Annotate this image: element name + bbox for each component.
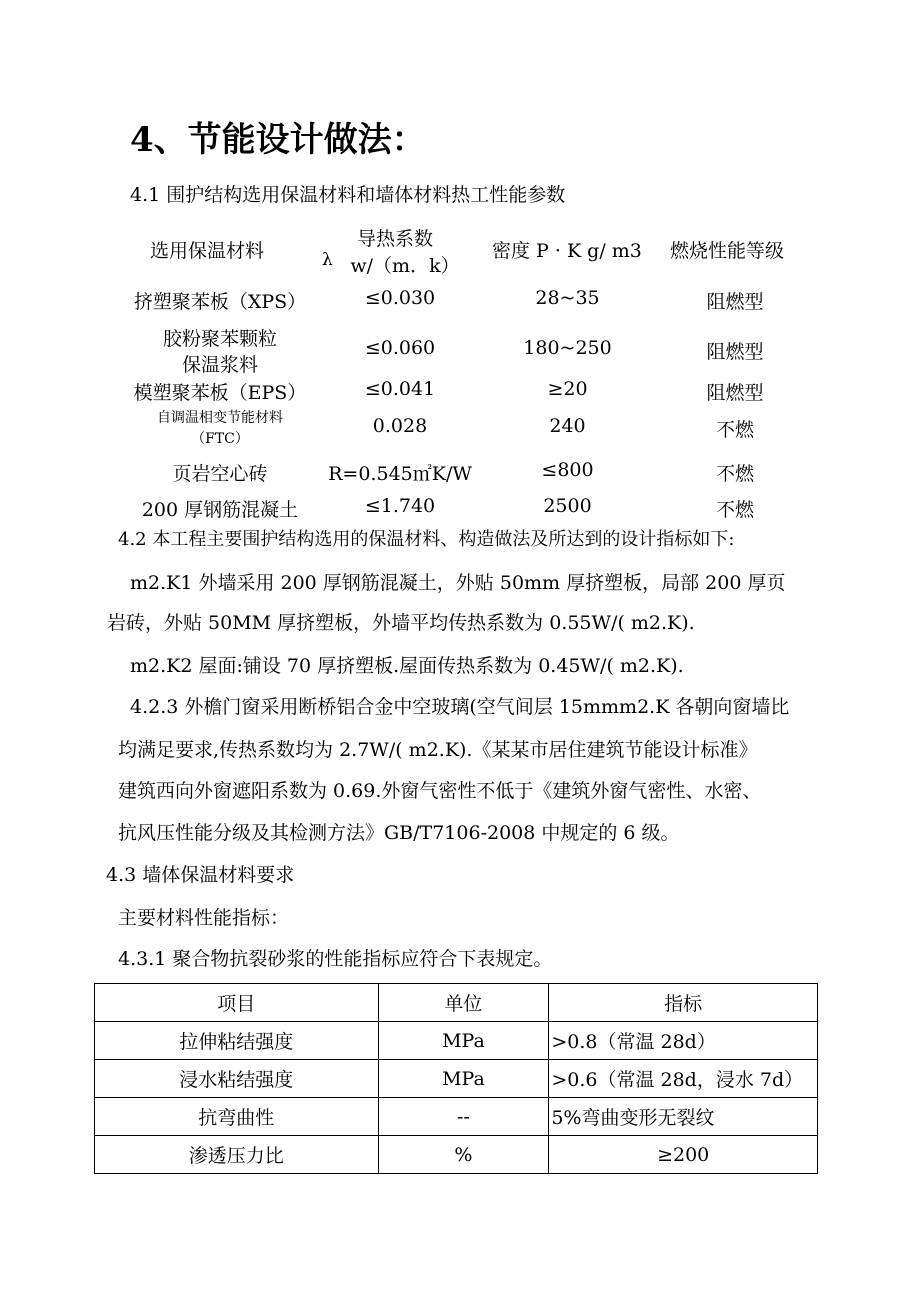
row-1-name: 挤塑聚苯板（XPS） (133, 291, 307, 313)
header-conductivity-line2: w/（m．k） (350, 255, 460, 277)
table-cell-unit: -- (378, 1098, 549, 1136)
row-1-k: ≤0.030 (364, 287, 436, 309)
section-4-3-heading: 4.3 墙体保温材料要求 (106, 864, 295, 886)
row-6-k: ≤1.740 (364, 495, 436, 517)
section-4-2-heading: 4.2 本工程主要围护结构选用的保温材料、构造做法及所达到的设计指标如下: (118, 529, 735, 550)
k2-paragraph: m2.K2 屋面:铺设 70 厚挤塑板.屋面传热系数为 0.45W/( m2.K). (130, 655, 684, 677)
row-2-density: 180~250 (523, 337, 612, 359)
table-row (95, 1098, 818, 1136)
row-4-name-line1: 自调温相变节能材料 (157, 410, 283, 426)
row-2-name-line1: 胶粉聚苯颗粒 (162, 328, 277, 350)
header-lambda: λ (322, 250, 333, 270)
row-2-fire: 阻燃型 (706, 341, 764, 363)
table-row (95, 1136, 818, 1174)
p423-line4: 抗风压性能分级及其检测方法》GB/T7106-2008 中规定的 6 级。 (118, 822, 680, 844)
k1-line2: 岩砖，外贴 50MM 厚挤塑板，外墙平均传热系数为 0.55W/( m2.K). (107, 612, 695, 634)
row-5-density: ≤800 (541, 459, 594, 481)
row-1-density: 28~35 (535, 287, 600, 309)
row-4-name-line2: （FTC） (191, 431, 249, 447)
p423-line3: 建筑西向外窗遮阳系数为 0.69.外窗气密性不低于《建筑外窗气密性、水密、 (118, 780, 762, 802)
row-4-k: 0.028 (372, 415, 428, 437)
row-2-k: ≤0.060 (364, 337, 436, 359)
section-4-1-heading: 4.1 围护结构选用保温材料和墙体材料热工性能参数 (130, 184, 566, 206)
row-2-name-line2: 保温浆料 (181, 354, 258, 376)
row-6-fire: 不燃 (715, 499, 754, 521)
header-conductivity-line1: 导热系数 (356, 228, 433, 250)
table-cell-unit: MPa (378, 1060, 549, 1098)
row-5-name: 页岩空心砖 (172, 463, 268, 485)
table-header-index: 指标 (549, 984, 818, 1022)
p423-line2: 均满足要求,传热系数均为 2.7W/( m2.K).《某某市居住建筑节能设计标准》 (118, 739, 758, 761)
row-5-fire: 不燃 (715, 463, 754, 485)
row-3-density: ≥20 (547, 378, 588, 400)
k1-line1: m2.K1 外墙采用 200 厚钢筋混凝土，外贴 50mm 厚挤塑板，局部 200 厚页 (130, 572, 786, 594)
row-3-k: ≤0.041 (364, 378, 436, 400)
table-cell-unit: % (378, 1136, 549, 1174)
row-6-density: 2500 (543, 495, 592, 517)
mortar-requirements-table (94, 983, 818, 1174)
table-cell-item: 渗透压力比 (95, 1136, 379, 1174)
row-3-name: 模塑聚苯板（EPS） (133, 382, 307, 404)
row-4-density: 240 (549, 415, 586, 437)
table-header-item: 项目 (95, 984, 379, 1022)
row-3-fire: 阻燃型 (706, 382, 764, 404)
section-title: 4、节能设计做法： (130, 120, 426, 160)
table-cell-index: >0.8（常温 28d） (549, 1022, 818, 1060)
header-density: 密度 P · K g/ m3 (492, 240, 642, 262)
row-6-name: 200 厚钢筋混凝土 (141, 499, 299, 521)
table-cell-index: 5%弯曲变形无裂纹 (549, 1098, 818, 1136)
header-material: 选用保温材料 (150, 240, 265, 262)
table-cell-index: >0.6（常温 28d，浸水 7d） (549, 1060, 818, 1098)
table-header-row (95, 984, 818, 1022)
row-1-fire: 阻燃型 (706, 291, 764, 313)
table-cell-item: 拉伸粘结强度 (95, 1022, 379, 1060)
p431-paragraph: 4.3.1 聚合物抗裂砂浆的性能指标应符合下表规定。 (118, 948, 553, 970)
header-fire: 燃烧性能等级 (670, 240, 785, 262)
section-4-3-sub: 主要材料性能指标： (118, 907, 290, 929)
p423-line1: 4.2.3 外檐门窗采用断桥铝合金中空玻璃(空气间层 15mmm2.K 各朝向窗墙比 (130, 696, 790, 718)
table-row (95, 1060, 818, 1098)
table-cell-index: ≥200 (549, 1136, 818, 1174)
row-5-k: R=0.545㎡K/W (328, 463, 472, 485)
row-4-fire: 不燃 (715, 419, 754, 441)
table-cell-item: 浸水粘结强度 (95, 1060, 379, 1098)
table-row (95, 1022, 818, 1060)
table-cell-item: 抗弯曲性 (95, 1098, 379, 1136)
table-header-unit: 单位 (378, 984, 549, 1022)
table-cell-unit: MPa (378, 1022, 549, 1060)
